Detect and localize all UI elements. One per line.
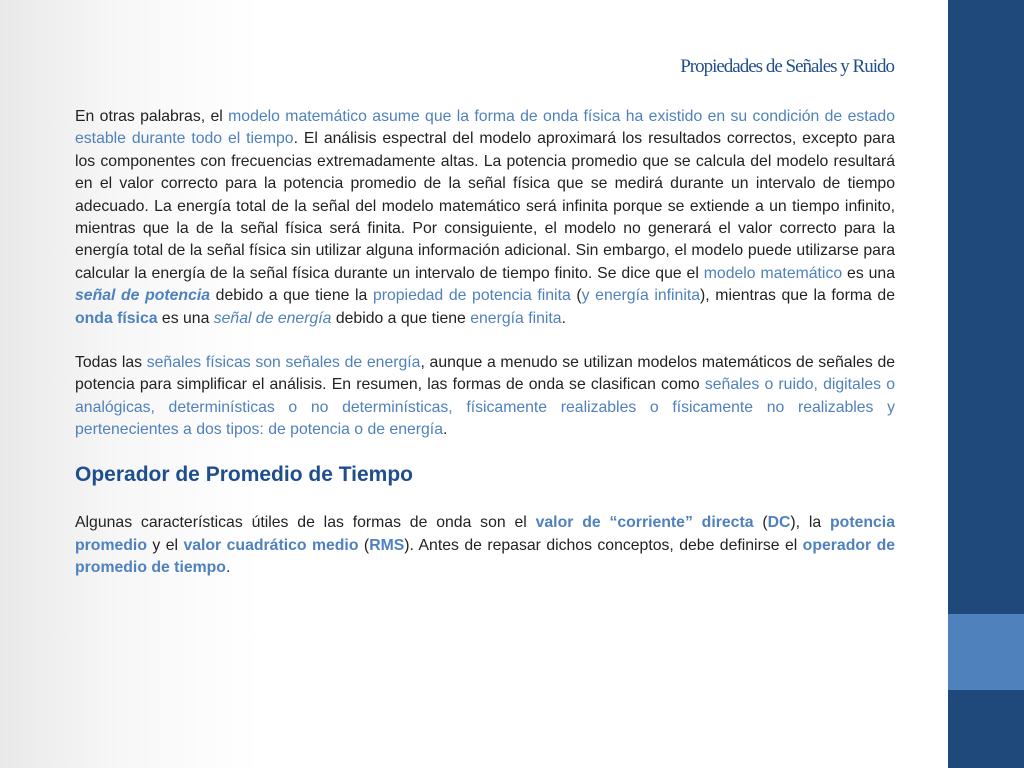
slide-title: Propiedades de Señales y Ruido — [680, 56, 894, 77]
highlight-valor-cuadratico-medio: valor cuadrático medio — [183, 536, 359, 554]
highlight-dc: DC — [767, 514, 791, 532]
highlight-operador-promedio: operador de promedio de tiempo — [75, 536, 895, 576]
text-segment: . — [225, 558, 231, 576]
highlight-modelo-estado-estable: modelo matemático asume que la forma de onda física ha existido en su condición de estado estable durante todo el tiempo — [75, 108, 895, 148]
text-segment: es una — [842, 264, 895, 282]
highlight-clasificacion-formas-onda: señales o ruido, digitales o analógicas, determinísticas o no determinísticas, físicamente realizables o físicamente no realizables y pertenecientes a dos tipos: de potencia o de energía — [75, 376, 895, 439]
text-segment: y el — [146, 536, 184, 554]
text-segment: ), la — [790, 514, 831, 532]
highlight-potencia-promedio: potencia promedio — [75, 514, 895, 554]
sidebar-accent-block — [948, 614, 1024, 690]
slide-content — [75, 106, 895, 579]
text-segment: ( — [358, 536, 370, 554]
highlight-senal-de-potencia: señal de potencia — [75, 287, 211, 305]
highlight-modelo-matematico: modelo matemático — [703, 264, 843, 282]
text-segment: ( — [570, 287, 582, 305]
text-segment: debido a que tiene — [331, 309, 471, 327]
highlight-rms: RMS — [369, 536, 405, 554]
text-segment: Algunas características útiles de las formas de onda son el — [75, 514, 536, 532]
text-segment: , aunque a menudo se utilizan modelos matemáticos de señales de potencia para simplificar el análisis. En resumen, las formas de onda se clasifican como — [75, 354, 896, 394]
text-segment: . — [561, 309, 566, 327]
highlight-valor-dc: valor de “corriente” directa — [535, 514, 754, 532]
highlight-energia-infinita: y energía infinita — [581, 287, 701, 305]
section-heading: Operador de Promedio de Tiempo — [75, 462, 414, 486]
text-segment: . El análisis espectral del modelo aproximará los resultados correctos, excepto para los componentes con frecuencias extremadamente altas. La potencia promedio que se calcula del modelo resultará en el valor correcto para la potencia promedio de la señal física que se medirá durante un intervalo de tiempo adecuado. La energía total de la señal del modelo matemático será infinita porque se extiende a un tiempo infinito, mientras que la de la señal física será finita. Por consiguiente, el modelo no generará el valor correcto para la energía total de la señal física sin utilizar alguna información adicional. Sin embargo, el modelo puede utilizarse para calcular la energía de la señal física durante un intervalo de tiempo finito. Se dice que el — [75, 130, 895, 282]
highlight-senal-de-energia: señal de energía — [213, 309, 332, 327]
text-segment: En otras palabras, el — [75, 108, 229, 125]
paragraph-caracteristicas — [75, 512, 895, 579]
text-segment: debido a que tiene la — [210, 287, 373, 305]
text-segment: Todas las — [75, 354, 147, 372]
text-segment: . — [442, 421, 448, 439]
paragraph-modelo-matematico — [75, 106, 895, 330]
text-segment: ). Antes de repasar dichos conceptos, debe definirse el — [404, 536, 803, 554]
highlight-senales-fisicas-energia: señales físicas son señales de energía — [146, 354, 421, 372]
text-segment: ( — [753, 514, 768, 532]
highlight-potencia-finita: propiedad de potencia finita — [372, 287, 571, 305]
highlight-onda-fisica: onda física — [75, 309, 158, 327]
paragraph-senales-fisicas — [75, 352, 895, 442]
text-segment: es una — [157, 309, 214, 327]
text-segment: ), mientras que la forma de — [700, 287, 895, 305]
highlight-energia-finita: energía finita — [470, 309, 562, 327]
